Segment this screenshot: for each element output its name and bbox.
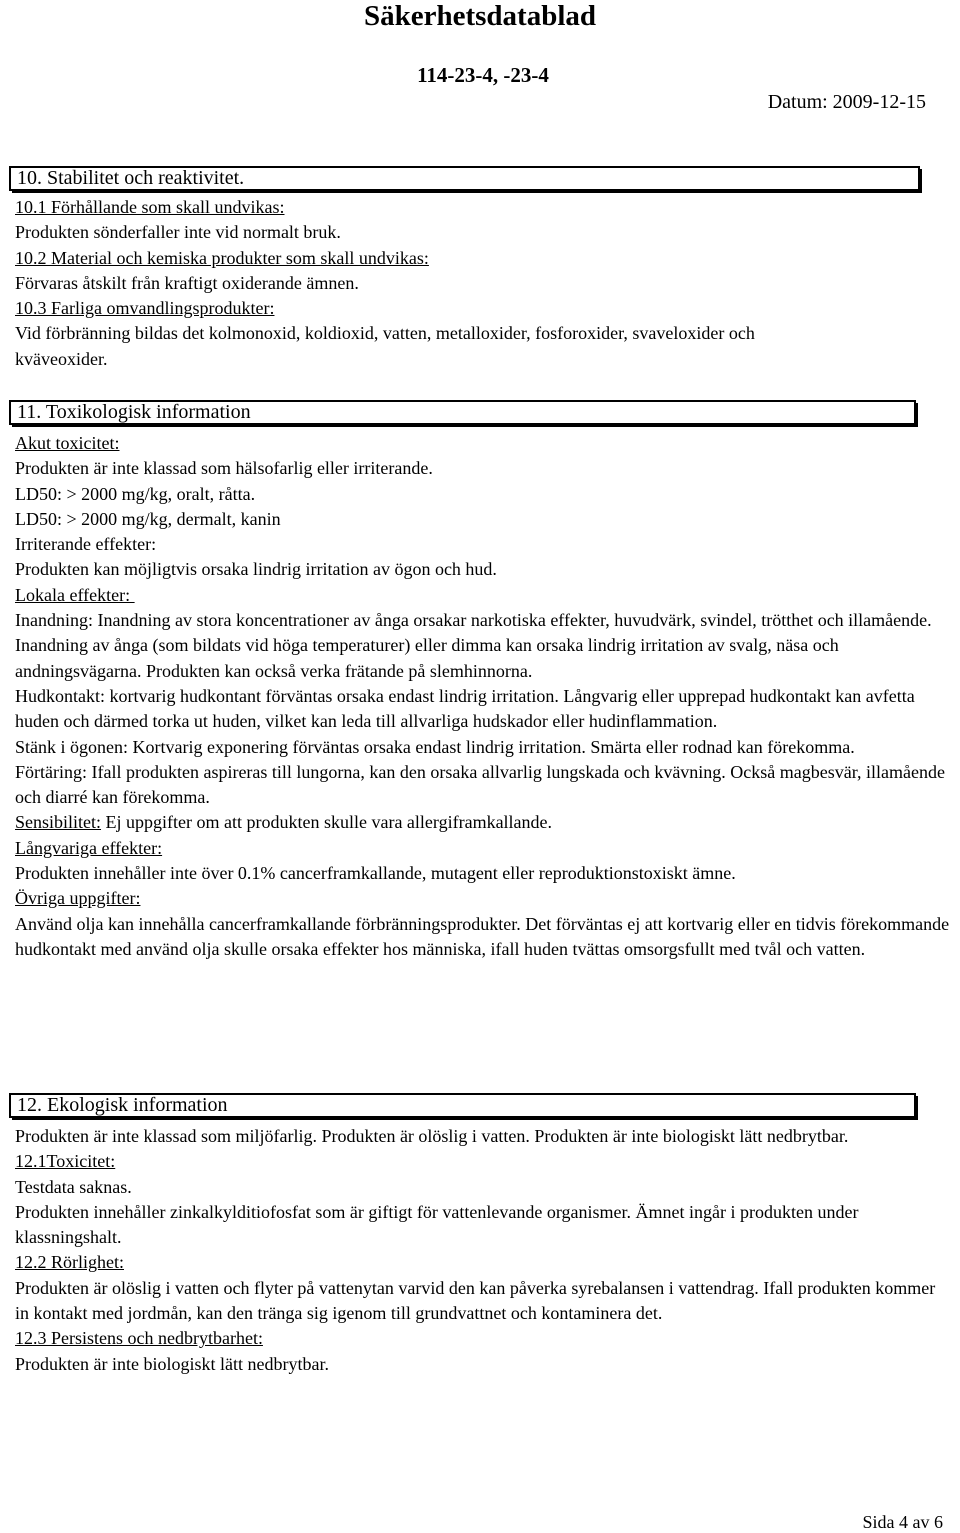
text-sensitization: Ej uppgifter om att produkten skulle vara allergiframkallande.: [101, 812, 553, 833]
text-line: LD50: > 2000 mg/kg, oralt, råtta.: [15, 483, 256, 504]
subheading-12-3: 12.3 Persistens och nedbrytbarhet:: [15, 1328, 263, 1349]
section-11-header: [9, 400, 916, 425]
subheading-other-info: Övriga uppgifter:: [15, 888, 141, 909]
document-date: Datum: 2009-12-15: [767, 91, 926, 113]
text-line: Produkten kan möjligtvis orsaka lindrig irritation av ögon och hud.: [15, 559, 497, 580]
paragraph-used-oil: Använd olja kan innehålla cancerframkallande förbränningsprodukter. Det förväntas ej att kortvarig eller en tidvis förekommande hudkontakt med använd olja skulle orsaka effekter hos människa, ifall huden tvättas omsorgsfullt med tvål och vatten.: [15, 913, 950, 959]
section-10-header: [9, 166, 920, 191]
section-11-title: 11. Toxikologisk information: [17, 401, 251, 423]
paragraph-skin-contact: Hudkontakt: kortvarig hudkontant förväntas orsaka endast lindrig irritation. Långvarig eller upprepad hudkontakt kan avfetta huden och därmed torka ut huden, vilket kan leda till allvarliga hudskador eller hudinflammation.: [15, 685, 915, 732]
text-line: Produkten sönderfaller inte vid normalt bruk.: [15, 222, 341, 243]
text-line: Vid förbränning bildas det kolmonoxid, koldioxid, vatten, metalloxider, fosforoxider, svaveloxider och: [15, 323, 755, 344]
subheading-12-2: 12.2 Rörlighet:: [15, 1252, 124, 1273]
page-number: Sida 4 av 6: [862, 1512, 943, 1532]
section-10-body: [15, 195, 950, 372]
text-line: Produkten är inte biologiskt lätt nedbrytbar.: [15, 1353, 329, 1374]
subheading-acute-toxicity: Akut toxicitet:: [15, 433, 120, 453]
subheading-sensitization: Sensibilitet:: [15, 812, 102, 833]
paragraph-ingestion: Förtäring: Ifall produkten aspireras till lungorna, kan den orsaka allvarlig lungskada och kvävning. Också magbesvär, illamående och diarré kan förekomma.: [15, 761, 945, 808]
paragraph-inhalation: Inandning: Inandning av stora koncentrationer av ånga orsakar narkotiska effekter, huvudvärk, svindel, trötthet och illamående. Inandning av ånga (som bildats vid höga temperaturer) eller dimma kan orsaka lindrig irritation av svalg, näsa och andningsvägarna. Produkten kan också verka frätande på slemhinnorna.: [15, 610, 932, 681]
document-title: Säkerhetsdatablad: [363, 0, 597, 32]
section-12-body: [15, 1124, 950, 1377]
subheading-long-term-effects: Långvariga effekter:: [15, 837, 163, 858]
paragraph-zinc: Produkten innehåller zinkalkylditiofosfat som är giftigt för vattenlevande organismer. Ämnet ingår i produkten under klassningshalt.: [15, 1201, 859, 1248]
subheading-12-1: 12.1Toxicitet:: [15, 1151, 116, 1172]
header-shadow: [12, 191, 922, 193]
section-10-title: 10. Stabilitet och reaktivitet.: [17, 167, 245, 189]
sensitization-line: [15, 810, 950, 835]
paragraph-eye-contact: Stänk i ögonen: Kortvarig exponering förväntas orsaka endast lindrig irritation. Smärta eller rodnad kan förekomma.: [15, 736, 855, 757]
text-line: kväveoxider.: [15, 348, 108, 369]
text-line: Testdata saknas.: [15, 1176, 132, 1197]
subheading-10-3: 10.3 Farliga omvandlingsprodukter:: [15, 298, 275, 319]
text-line: LD50: > 2000 mg/kg, dermalt, kanin: [15, 508, 281, 529]
text-line: Produkten är inte klassad som hälsofarlig eller irriterande.: [15, 458, 433, 479]
paragraph-classification: Produkten är inte klassad som miljöfarlig. Produkten är olöslig i vatten. Produkten är inte biologiskt lätt nedbrytbar.: [15, 1126, 849, 1146]
header-shadow: [12, 425, 918, 427]
section-11-body: [15, 431, 950, 962]
section-12-title: 12. Ekologisk information: [17, 1094, 228, 1116]
subheading-10-1: 10.1 Förhållande som skall undvikas:: [15, 197, 285, 217]
subheading-irritant-effects: Irriterande effekter:: [15, 534, 157, 555]
section-12-header: [9, 1093, 916, 1118]
subheading-local-effects: Lokala effekter:: [15, 584, 135, 605]
header-shadow: [12, 1118, 918, 1120]
subheading-10-2: 10.2 Material och kemiska produkter som skall undvikas:: [15, 247, 429, 268]
document-number: 114-23-4, -23-4: [417, 63, 549, 87]
paragraph-mobility: Produkten är olöslig i vatten och flyter på vattenytan varvid den kan påverka syrebalansen i vattendrag. Ifall produkten kommer in kontakt med jordmån, kan den tränga sig igenom till grundvattnet och kontaminera det.: [15, 1277, 936, 1324]
text-line: Förvaras åtskilt från kraftigt oxiderande ämnen.: [15, 272, 359, 293]
text-line: Produkten innehåller inte över 0.1% cancerframkallande, mutagent eller reproduktionstoxiskt ämne.: [15, 863, 736, 884]
